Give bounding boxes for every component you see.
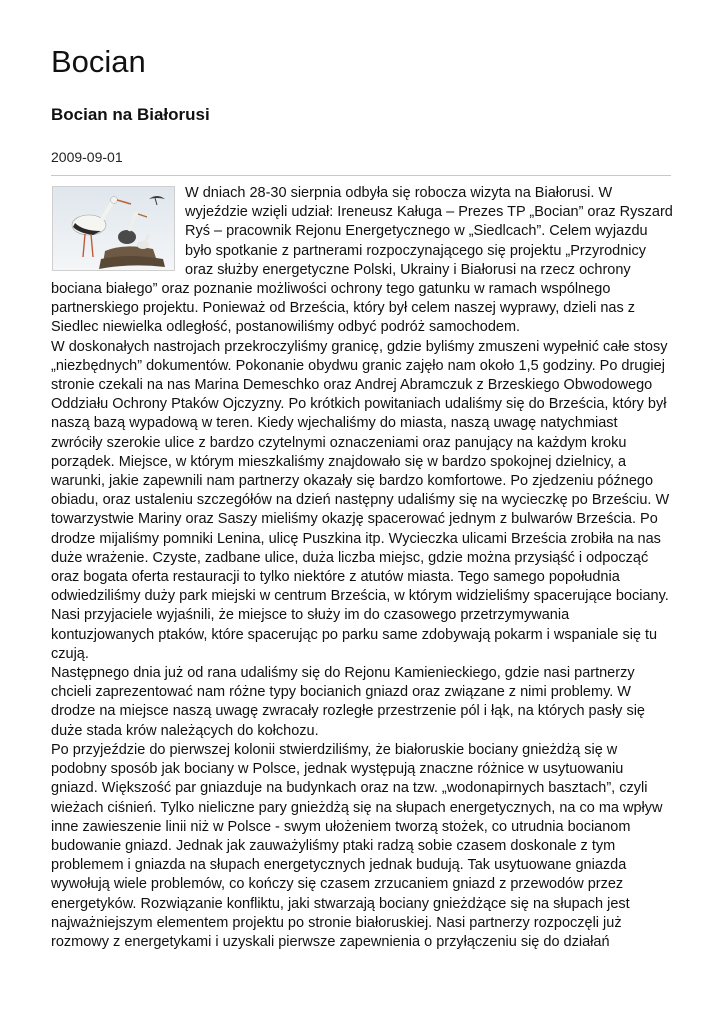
paragraph: W doskonałych nastrojach przekroczyliśmy granicę, gdzie byliśmy zmuszeni wypełnić całe stosy „niezbędnych” dokumentów. Pokonanie obydwu granic zajęło nam około 1,5 godziny. Po drugiej stronie czekali na nas Marina Demeschko oraz Andrej Abramczuk z Brzeskiego Obwodowego Oddziału Ochrony Ptaków Ojczyzny. Po krótkich powitaniach udaliśmy się do Brześcia, który był naszą bazą wypadową w teren. Kiedy wjechaliśmy do miasta, naszą uwagę natychmiast zwróciły szerokie ulice z bardzo czytelnymi oznaczeniami oraz panujący na każdym kroku porządek. Miejsce, w którym mieszkaliśmy znajdowało się w bardzo spokojnej dzielnicy, a warunki, jakie zapewnili nam partnerzy okazały się bardzo komfortowe. Po zjedzeniu późnego obiadu, oraz ustaleniu szczegółów na dzień następny udaliśmy się na wycieczkę po Brześciu. W towarzystwie Mariny oraz Saszy mieliśmy okazję spacerować jednym z bulwarów Brześcia. Po drodze mijaliśmy pomniki Lenina, ulicę Puszkina itp. Wycieczka ulicami Brześcia zrobiła na nas duże wrażenie. Czyste, zadbane ulice, duża liczba miejsc, gdzie można przysiąść i odpocząć oraz bogata oferta restauracji to tylko niektóre z atutów miasta. Tego samego popołudnia odwiedziliśmy duży park miejski w centrum Brześcia, w którym widzieliśmy spacerujące bociany. Nasi przyjaciele wyjaśnili, że miejsce to służy im do czasowego przetrzymywania kontuzjowanych ptaków, które spacerując po parku same zdobywają pokarm i wspaniale się tu czują. bbox=[51, 338, 670, 662]
paragraph: Następnego dnia już od rana udaliśmy się do Rejonu Kamienieckiego, gdzie nasi partnerzy chcieli zaprezentować nam różne typy bocianich gniazd oraz związane z nimi problemy. W drodze na miejsce naszą uwagę zwracały rozległe przestrzenie pól i łąk, na których pasły się duże stada krów należących do kołchozu. bbox=[51, 665, 645, 739]
post-content bbox=[51, 184, 673, 952]
post-date: 2009-09-01 bbox=[51, 149, 123, 165]
post-title[interactable]: Bocian na Białorusi bbox=[51, 105, 210, 124]
paragraph: W dniach 28-30 sierpnia odbyła się robocza wizyta na Białorusi. W wyjeździe wzięli udział: Ireneusz Kaługa – Prezes TP „Bocian” oraz Ryszard Ryś – pracownik Rejonu Energetycznego w „Siedlcach”. Celem wyjazdu było spotkanie z partnerami rozpoczynającego się projektu „Przyrodnicy oraz służby energetyczne Polski, Ukrainy i Białorusi na rzecz ochrony bociana białego” oraz poznanie możliwości ochrony tego gatunku w ramach wspólnego partnerskiego projektu. Ponieważ od Brześcia, który był celem naszej wyprawy, dzieli nas z Siedlec niewielka odległość, postanowiliśmy odbyć podróż samochodem. bbox=[51, 185, 673, 336]
paragraph: Po przyjeździe do pierwszej kolonii stwierdziliśmy, że białoruskie bociany gnieżdżą się w podobny sposób jak bociany w Polsce, jednak występują znaczne różnice w usytuowaniu gniazd. Większość par gniazduje na budynkach oraz na tzw. „wodonapirnych basztach”, czyli wieżach ciśnień. Tylko nieliczne pary gnieżdżą się na słupach energetycznych, na co ma wpływ inne zawieszenie linii niż w Polsce - swym ułożeniem tworzą stożek, co utrudnia bocianom budowanie gniazd. Jednak jak zauważyliśmy ptaki radzą sobie czasem doskonale z tym problemem i gniazda na słupach energetycznych jednak budują. Tak usytuowane gniazda wywołują wiele problemów, co kończy się czasem zrzucaniem gniazd z przewodów przez energetyków. Rozwiązanie konfliktu, jaki stwarzają bociany gnieżdżące się na słupach jest najważniejszym elementem projektu po stronie białoruskiej. Nasi partnerzy rozpoczęli już rozmowy z energetykami i uzyskali pierwsze zapewnienia o przyłączeniu się do działań bbox=[51, 741, 663, 950]
divider bbox=[51, 175, 671, 176]
site-title: Bocian bbox=[51, 44, 146, 79]
stork-photo[interactable] bbox=[52, 186, 175, 271]
